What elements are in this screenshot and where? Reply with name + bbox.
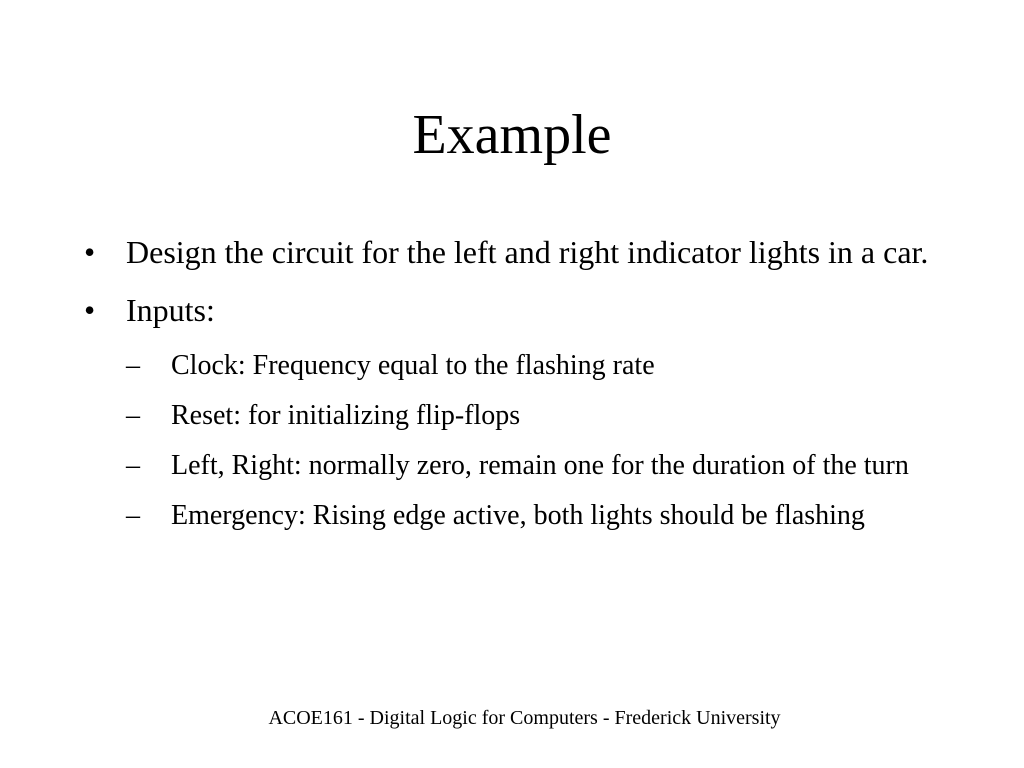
sub-bullet-marker: – [126,450,140,481]
bullet-text: Design the circuit for the left and right indicator lights in a car. [126,234,929,270]
sub-bullet-text: Reset: for initializing flip-flops [171,400,521,431]
bullet-item [84,288,944,332]
bullet-marker: • [84,292,96,328]
sub-bullet-text: Emergency: Rising edge active, both lights should be flashing [171,500,865,531]
sub-bullet-item [126,496,944,536]
sub-bullet-marker: – [126,350,140,381]
bullet-item [84,230,944,274]
sub-bullet-marker: – [126,500,140,531]
bullet-text: Inputs: [126,292,215,328]
sub-bullet-text: Clock: Frequency equal to the flashing rate [171,350,655,381]
bullet-marker: • [84,234,96,270]
sub-bullet-marker: – [126,400,140,431]
slide-title: Example [412,104,612,166]
slide-footer: ACOE161 - Digital Logic for Computers - Frederick University [268,707,781,729]
sub-bullet-item [126,446,944,486]
sub-bullet-item [126,346,944,386]
sub-bullet-item [126,396,944,436]
slide-content [84,230,944,546]
sub-bullet-text: Left, Right: normally zero, remain one for the duration of the turn [171,450,909,481]
